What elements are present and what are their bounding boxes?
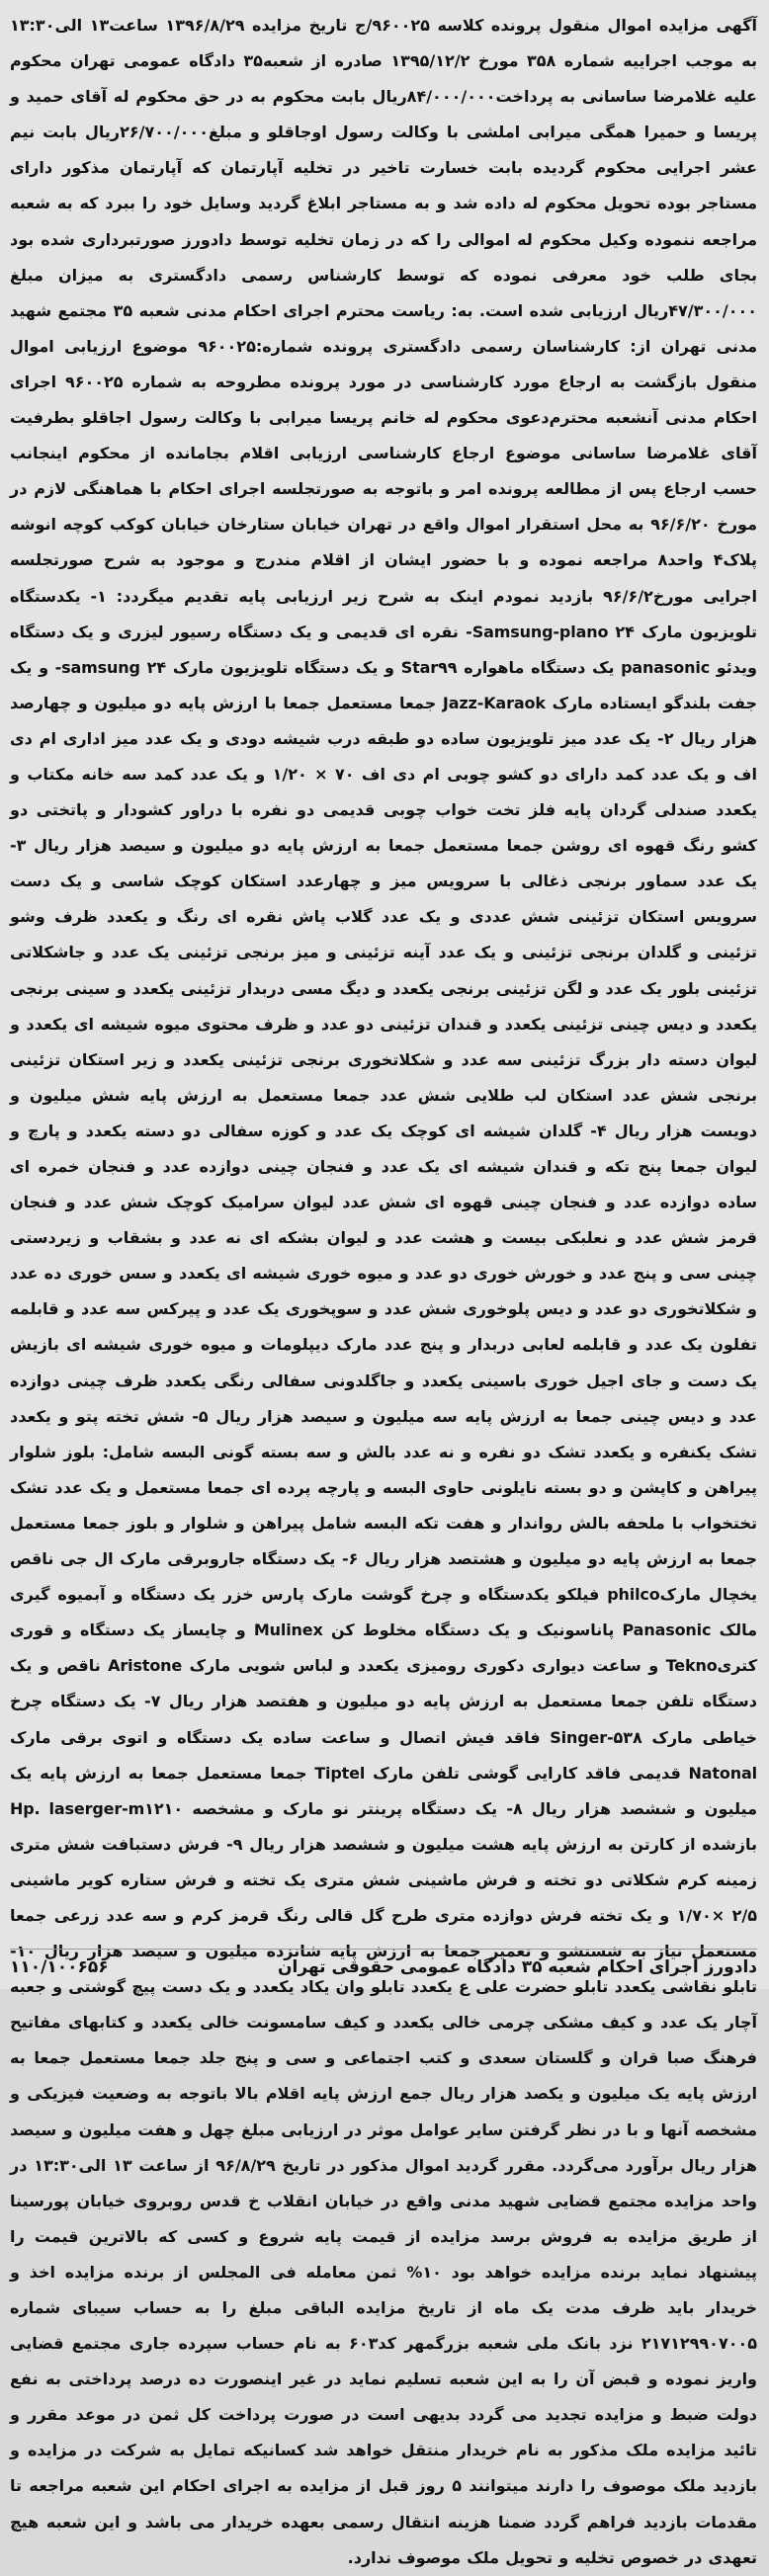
notice-reference-number: ۱۱۰/۱۰۰۶۵۶ [10, 1957, 109, 1977]
auction-notice-text: آگهی مزایده اموال منقول پرونده کلاسه ۹۶۰۰۲۵/ج تاریخ مزایده ۱۳۹۶/۸/۲۹ ساعت۱۳ الی۱۳:۳۰ به موجب اجراییه شماره ۳۵۸ مورخ ۱۳۹۵/۱۲/۲ صادره از شعبه‌۳۵ دادگاه عمومی تهران محکوم علیه غلامرضا ساسانی به پرداخت۸۴/۰۰۰/۰۰۰ریال بابت محکوم به در حق محکوم له آقای حمید و پریسا و حمیرا همگی میرابی املشی با وکالت رسول اوجاقلو و مبلغ۲۶/۷۰۰/۰۰۰ریال بابت نیم عشر اجرایی محکوم گردیده بابت خسارت تاخیر در تخلیه آپارتمان که آپارتمان مذکور دارای مستاجر بوده تحویل محکوم له داده شد و به مستاجر ابلاغ گردید وسایل خود را ببرد که به شعبه مراجعه ننموده وکیل محکوم له اموالی را که در زمان تخلیه توسط دادورز صورتبرداری شده بود بجای طلب خود معرفی نموده که توسط کارشناس رسمی دادگستری به میزان مبلغ ۴۷/۳۰۰/۰۰۰ریال ارزیابی شده است. به: ریاست محترم اجرای احکام مدنی شعبه ۳۵ مجتمع شهید مدنی تهران از: کارشناسان رسمی دادگستری پرونده شماره:۹۶۰۰۲۵ موضوع ارزیابی اموال منقول بازگشت به ارجاع مورد کارشناسی در مورد پرونده مطروحه به شماره ۹۶۰۰۲۵ اجرای احکام مدنی آنشعبه محترم‌دعوی محکوم له خانم پریسا میرابی با وکالت رسول اجاقلو بطرفیت آقای غلامرضا ساسانی موضوع ارجاع کارشناسی ارزیابی اقلام بجامانده از محکوم اینجانب حسب ارجاع پس از مطالعه پرونده امر و باتوجه به صورتجلسه اجرای احکام با هماهنگی لازم در مورخ ۹۶/۶/۲۰ به محل استقرار اموال واقع در تهران خیابان ستارخان خیابان کوکب کوچه انوشه پلاک۴ واحد۸ مراجعه نموده و با حضور ایشان از اقلام مندرج و موجود به شرح صورتجلسه اجرایی مورخ۹۶/۶/۲ بازدید نمودم اینک به شرح زیر ارزیابی پایه تقدیم میگردد: ۱- یکدستگاه تلویزیون مارک Samsung-plano ۲۴- نقره ای قدیمی و یک دستگاه رسیور لیزری و یک دستگاه ویدئو panasonic یک دستگاه ماهواره Star۹۹ و یک دستگاه تلویزیون مارک ۲۴ samsung- و یک جفت بلندگو ایستاده مارک Jazz-Karaok جمعا مستعمل جمعا با ارزش پایه دو میلیون و چهارصد هزار ریال ۲- یک عدد میز تلویزیون ساده دو طبقه درب شیشه دودی و یک عدد میز اداری ام دی اف و یک عدد کمد دارای دو کشو چوبی ام دی اف ۷۰ × ۱/۲۰ و یک عدد کمد سه خانه مکتاب و یکعدد صندلی گردان پایه فلز تخت خواب چوبی قدیمی دو نفره با دراور کشودار و پاتختی دو کشو رنگ قهوه ای روشن جمعا مستعمل جمعا به ارزش پایه دو میلیون و سیصد هزار ریال ۳- یک عدد سماور برنجی ذغالی با سرویس میز و چهارعدد استکان کوچک شاسی و یک دست سرویس استکان تزئینی شش عددی و یک عدد گلاب پاش نقره ای رنگ و یکعدد ظرف وشو تزئینی و گلدان برنجی تزئینی و یک عدد آینه تزئینی و میز برنجی تزئینی یک عدد و جاشکلاتی تزئینی بلور یک عدد و لگن تزئینی برنجی یکعدد و دیگ مسی دربدار تزئینی یکعدد و سینی برنجی یکعدد و دیس چینی تزئینی یکعدد و قندان تزئینی دو عدد و ظرف محتوی میوه شیشه ای یکعدد و لیوان دسته دار بزرگ تزئینی سه عدد و شکلاتخوری برنجی تزئینی یکعدد و زیر استکان تزئینی برنجی شش عدد استکان لب طلایی شش عدد جمعا مستعمل به ارزش پایه شش میلیون و دویست هزار ریال ۴- گلدان شیشه ای کوچک یک عدد و کوزه سفالی دو دسته یکعدد و پارچ و لیوان جمعا پنج تکه و قندان شیشه ای یک عدد و فنجان چینی دوازده عدد و فنجان خمره ای ساده دوازده عدد و فنجان چینی قهوه ای شش عدد لیوان سرامیک کوچک شش عدد و فنجان قرمز شش عدد و نعلبکی بیست و هشت عدد و لیوان بشکه ای نه عدد و بشقاب و زیردستی چینی سی و پنج عدد و خورش خوری دو عدد و میوه خوری شیشه ای یکعدد و سس خوری ده عدد و شکلاتخوری دو عدد و دیس پلوخوری شش عدد و سوپخوری یک عدد و پیرکس سه عدد و قابلمه تفلون یک عدد و قابلمه لعابی دربدار و پنج عدد مارک دیپلومات و میوه خوری شیشه ای بازیش یک دست و جای اجیل خوری باسینی یکعدد و جاگلدونی سفالی رنگی یکعدد ظرف چینی دوازده عدد و دیس چینی جمعا به ارزش پایه سه میلیون و سیصد هزار ریال ۵- شش تخته پتو و یکعدد تشک یکنفره و یکعدد تشک دو نفره و نه عدد بالش و سه بسته گونی البسه شامل: بلوز شلوار پیراهن و کاپشن و دو بسته نایلونی حاوی البسه و پارچه پرده ای جمعا مستعمل و یک عدد تشک تختخواب با ملحفه بالش رواندار و هفت تکه البسه شامل پیراهن و شلوار و بلوز جمعا مستعمل جمعا به ارزش پایه دو میلیون و هشتصد هزار ریال ۶- یک دستگاه جاروبرقی مارک ال جی ناقص یخچال مارکphilco فیلکو یکدستگاه و چرخ گوشت مارک پارس خزر یک دستگاه و آبمیوه گیری مالک Panasonic پاناسونیک و یک دستگاه مخلوط کن Mulinex و چایساز یک دستگاه و قوری کتریTekno و ساعت دیواری دکوری رومیزی یکعدد و لباس شویی مارک Aristone ناقص و یک دستگاه تلفن جمعا مستعمل به ارزش پایه دو میلیون و هفتصد هزار ریال ۷- یک دستگاه چرخ خیاطی مارک Singer-۵۳۸ فاقد فیش اتصال و ساعت ساده یک دستگاه و اتوی برقی مارک Natonal قدیمی فاقد کارایی گوشی تلفن مارک Tiptel جمعا مستعمل جمعا به ارزش پایه یک میلیون و ششصد هزار ریال ۸- یک دستگاه پرینتر نو مارک و مشخصه Hp. laserger-m۱۲۱۰ بازشده از کارتن به ارزش پایه هشت میلیون و ششصد هزار ریال ۹- فرش دستبافت شش متری زمینه کرم شکلاتی دو تخته و فرش ماشینی شش متری یک تخته و فرش ستاره کویر ماشینی ۲/۵ ×۱/۷۰ و یک تخته فرش دوازده متری طرح گل قالی رنگ قرمز کرم و سه عدد زرعی جمعا مستعمل نیاز به شستشو و تعمیر جمعا به ارزش پایه شانزده میلیون و سیصد هزار ریال ۱۰- تابلو نقاشی یکعدد تابلو حضرت علی ع یکعدد تابلو وان یکاد یکعدد و یک دست پیچ گوشتی و جعبه آچار یک عدد و کیف مشکی چرمی خالی یکعدد و کیف سامسونت خالی یکعدد و کتابهای مفاتیح فرهنگ صبا قران و گلستان سعدی و کتب اجتماعی و سی و پنج جلد جمعا مستعمل جمعا به ارزش پایه یک میلیون و یکصد هزار ریال جمع ارزش پایه اقلام بالا باتوجه به وضعیت فیزیکی و مشخصه آنها و با در نظر گرفتن سایر عوامل موثر در ارزیابی مبلغ چهل و هفت میلیون و سیصد هزار ریال برآورد می‌گردد. مقرر گردید اموال مذکور در تاریخ ۹۶/۸/۲۹ از ساعت ۱۳ الی۱۳:۳۰ در واحد مزایده مجتمع قضایی شهید مدنی واقع در خیابان انقلاب خ قدس روبروی خیابان پورسینا از طریق مزایده به فروش برسد مزایده از قیمت پایه شروع و کسی که بالاترین قیمت را پیشنهاد نماید برنده مزایده خواهد بود ۱۰% ثمن معامله فی المجلس از برنده مزایده اخذ و خریدار باید ظرف مدت یک ماه از تاریخ مزایده الباقی مبلغ را به حساب سیبای شماره ۲۱۷۱۲۹۹۰۷۰۰۵ نزد بانک ملی شعبه بزرگمهر کد۶۰۳ به نام حساب سپرده جاری مجتمع قضایی واریز نموده و قبض آن را به این شعبه تسلیم نماید در غیر اینصورت ده درصد پرداختی به نفع دولت ضبط و مزایده تجدید می گردد بدیهی است در صورت پرداخت کل ثمن در موعد مقرر و تائید مزایده ملک مذکور به نام خریدار منتقل خواهد شد کسانیکه تمایل به شرکت در مزایده و بازدید ملک موصوف را دارند میتوانند ۵ روز قبل از مزایده به اجرای احکام این شعبه مراجعه تا مقدمات بازدید فراهم گردد ضمنا هزینه انتقال رسمی بعهده خریدار می باشد و این شعبه هیچ تعهدی در خصوص تخلیه و تحویل ملک موصوف ندارد. [10, 16, 758, 2567]
notice-footer [10, 1949, 757, 1979]
issuer-signature: دادورز اجرای احکام شعبه ۳۵ دادگاه عمومی حقوقی تهران [278, 1957, 757, 1977]
